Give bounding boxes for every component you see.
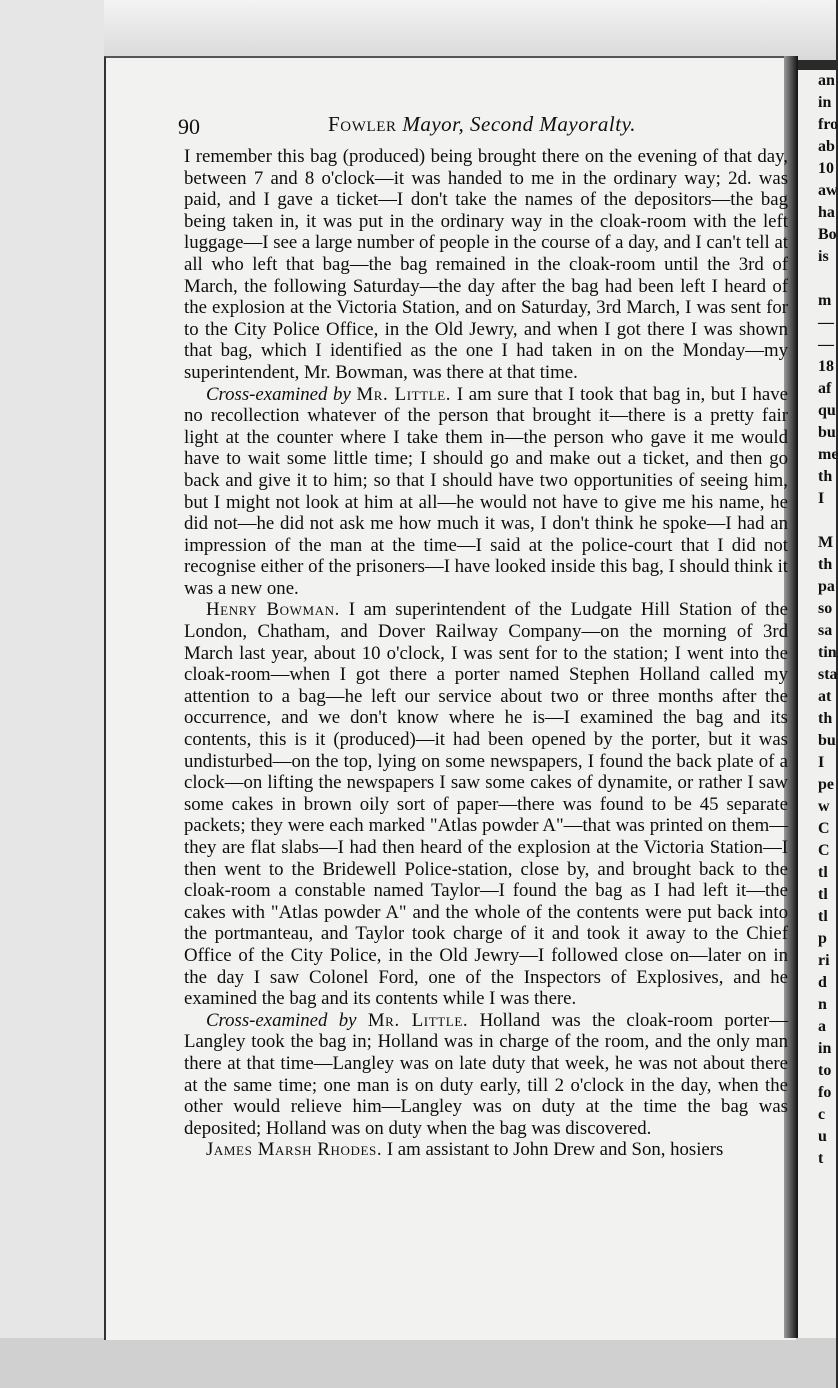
facing-page-fragment: to xyxy=(818,1062,832,1079)
witness-name: Henry Bowman. xyxy=(206,599,340,621)
paragraph-text: Holland was the cloak-room porter—Langley took the bag in; Holland was in charge of the room, and the only man there at that time—Langley was on late duty that week, he was not about there at the same time; one man is on duty early, till 2 o'clock in the day, when the other would relieve him—Langley was on duty at the time the bag was deposited; Holland was on duty when the bag was discovered. xyxy=(184,1009,788,1139)
facing-page-fragment: in xyxy=(818,1040,832,1057)
facing-page-fragment: at xyxy=(818,688,832,705)
facing-page-fragment: c xyxy=(818,1106,826,1123)
page-header xyxy=(178,112,778,142)
paragraph-cross-examination-2 xyxy=(184,1010,788,1140)
counsel-name: Mr. Little. xyxy=(367,1009,469,1031)
scan-background-bottom xyxy=(0,1338,836,1388)
facing-page-fragment: aw xyxy=(818,182,838,199)
facing-page-fragment: t xyxy=(818,1150,824,1167)
running-title-italic: Mayor, Second Mayoralty. xyxy=(402,112,636,136)
facing-page-fragment xyxy=(798,510,836,532)
facing-page-fragment: in xyxy=(818,94,832,111)
facing-page-fragment: pe xyxy=(818,776,834,793)
facing-page-fragment: p xyxy=(818,930,827,947)
facing-page-fragment: I xyxy=(818,754,825,771)
facing-page-fragment: w xyxy=(818,798,830,815)
facing-page-fragment: pa xyxy=(818,578,835,595)
facing-page-fragment: m xyxy=(818,292,832,309)
facing-page-fragment: d xyxy=(818,974,827,991)
facing-page-fragment: tin xyxy=(818,644,837,661)
facing-page-fragment: I xyxy=(818,490,825,507)
facing-page-fragment: sta xyxy=(818,666,838,683)
facing-page-fragment: so xyxy=(818,600,833,617)
running-title xyxy=(328,112,636,137)
facing-page-fragment: qu xyxy=(818,402,836,419)
facing-page-fragment: th xyxy=(818,556,833,573)
paragraph-cross-examination-1 xyxy=(184,384,788,600)
facing-page-fragment: tl xyxy=(818,864,828,881)
cross-examined-label: Cross-examined by xyxy=(206,383,351,405)
facing-page-fragment: me xyxy=(818,446,838,463)
facing-page-fragment: tl xyxy=(818,908,828,925)
facing-page-fragment: sa xyxy=(818,622,833,639)
facing-page-fragment: th xyxy=(818,710,833,727)
facing-page-fragment: ab xyxy=(818,138,835,155)
facing-page-fragment: — xyxy=(818,314,834,331)
facing-page-fragment: Bo xyxy=(818,226,837,243)
facing-page-fragment: an xyxy=(818,72,835,89)
facing-page-fragment: a xyxy=(818,1018,826,1035)
running-title-name: Fowler xyxy=(328,112,397,136)
facing-page-fragment: th xyxy=(818,468,833,485)
scan-background-top xyxy=(0,0,836,60)
facing-page-fragment: tl xyxy=(818,886,828,903)
facing-page-fragment: bu xyxy=(818,424,836,441)
facing-page-fragment: C xyxy=(818,820,830,837)
facing-page-fragment: n xyxy=(818,996,827,1013)
witness-name: James Marsh Rhodes. xyxy=(206,1139,383,1161)
facing-page-fragment: ri xyxy=(818,952,830,969)
facing-page-fragment: C xyxy=(818,842,830,859)
facing-page-fragment: 18 xyxy=(818,358,834,375)
facing-page-fragment: bu xyxy=(818,732,836,749)
paragraph-text: I am assistant to John Drew and Son, hosiers xyxy=(386,1139,724,1161)
page-number: 90 xyxy=(178,114,200,139)
cross-examined-label: Cross-examined by xyxy=(206,1009,357,1031)
facing-page-fragment: fo xyxy=(818,1084,832,1101)
paragraph-text: I am sure that I took that bag in, but I have no recollection whatever of the person that brought it—there is a pretty fair light at the counter where I take them in—the person who gave it me would have to wait some little time; I should go and make out a ticket, and then go back and give it to him; so that I should have two opportunities of seeing him, but I might not look at him at all—he would not have to give me his name, he did not—he did not ask me how much it was, I don't think he spoke—I had an impression of the man at the time—I said at the police-court that I did not recognise either of the prisoners—I have looked inside this bag, I should think it was a new one. xyxy=(184,383,788,599)
paragraph-testimony-bowman xyxy=(184,599,788,1009)
paragraph-text: I am superintendent of the Ludgate Hill Station of the London, Chatham, and Dover Railway Company—on the morning of 3rd March last year, about 10 o'clock, I was sent for to the station; I went into the cloak-room—when I got there a porter named Stephen Holland called my attention to a bag—he left our service about two or three months after the occurrence, and we don't know where he is—I examined the bag and its contents, this is it (produced)—it had been opened by the porter, but it was undisturbed—on the top, lying on some newspapers, I found the back plate of a clock—on lifting the newspapers I saw some cakes of dynamite, or rather I saw some cakes in brown oily sort of paper—there was found to be 45 separate packets; they were each marked "Atlas powder A"—that was printed on them—they are flat slabs—I had then heard of the explosion at the Victoria Station—I then went to the Bridewell Police-station, close by, and brought back to the cloak-room a constable named Taylor—I found the bag as I had left it—the cakes with "Atlas powder A" and the whole of the contents were put back into the portmanteau, and Taylor took charge of it and took it away to the Chief Office of the City Police, in the Old Jewry—I followed close on—later on in the day I saw Colonel Ford, one of the Inspectors of Explosives, and he examined the bag and its contents while I was there. xyxy=(184,599,788,1010)
counsel-name: Mr. Little. xyxy=(356,383,452,405)
facing-page-fragment: fro xyxy=(818,116,838,133)
facing-page-edge xyxy=(798,70,836,1338)
body-text xyxy=(184,146,788,1161)
scan-background-left xyxy=(0,0,104,1388)
facing-page-fragment: af xyxy=(818,380,832,397)
facing-page-fragment: 10 xyxy=(818,160,834,177)
facing-page-fragment: is xyxy=(818,248,829,265)
paragraph-testimony-1: I remember this bag (produced) being brought there on the evening of that day, between 7 and 8 o'clock—it was handed to me in the ordinary way; 2d. was paid, and I gave a ticket—I don't take the names of the depositors—the bag being taken in, it was put in the ordinary way in the cloak-room with the left luggage—I see a large number of people in the course of a day, and I can't tell at all who left that bag—the bag remained in the cloak-room until the 3rd of March, the following Saturday—the day after the bag had been left I heard of the explosion at the Victoria Station, and on Saturday, 3rd March, I was sent for to the City Police Office, in the Old Jewry, and when I got there I was shown that bag, which I identified as the one I had taken in on the Monday—my superintendent, Mr. Bowman, was there at that time. xyxy=(184,146,788,383)
facing-page-fragment: ha xyxy=(818,204,835,221)
facing-page-fragment: u xyxy=(818,1128,827,1145)
facing-page-fragment: — xyxy=(818,336,834,353)
paragraph-testimony-rhodes xyxy=(184,1139,788,1161)
facing-page-fragment xyxy=(798,268,836,290)
facing-page-fragment: M xyxy=(818,534,834,551)
